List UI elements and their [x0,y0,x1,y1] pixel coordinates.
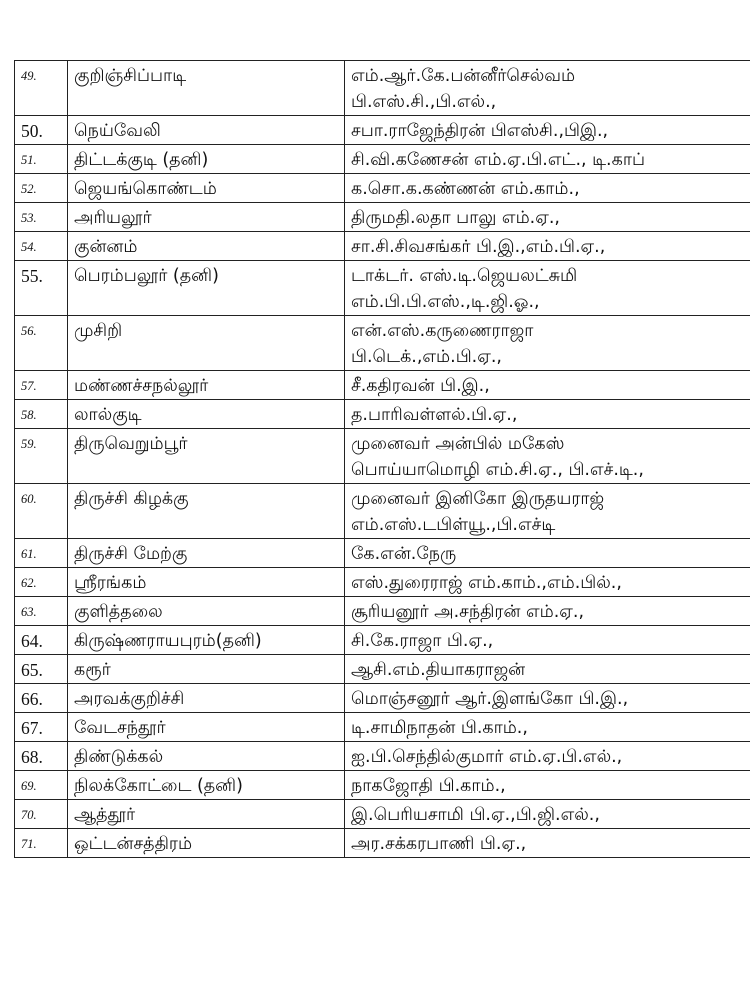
candidate-line: கே.என்.நேரு [351,544,457,564]
constituency-name: நெய்வேலி [68,116,345,145]
constituency-name: அரவக்குறிச்சி [68,684,345,713]
candidate-line: சூரியனூர் அ.சந்திரன் எம்.ஏ., [351,602,585,622]
constituency-name: திருவெறும்பூர் [68,429,345,484]
table-row [15,484,750,539]
constituency-name: ஆத்தூர் [68,800,345,829]
candidate-cell [345,713,750,742]
candidate-cell [345,484,750,539]
serial-number: 61. [15,539,68,568]
table-row [15,539,750,568]
candidate-line: எஸ்.துரைராஜ் எம்.காம்.,எம்.பில்., [351,573,622,593]
candidate-cell [345,539,750,568]
candidate-table-body [15,61,750,858]
candidate-cell [345,316,750,371]
candidate-line: சி.வி.கணேசன் எம்.ஏ.பி.எட்., டி.காப் [351,150,645,170]
constituency-name: குறிஞ்சிப்பாடி [68,61,345,116]
constituency-name: ஸ்ரீரங்கம் [68,568,345,597]
candidate-cell [345,626,750,655]
constituency-name: மண்ணச்சநல்லூர் [68,371,345,400]
serial-number: 50. [15,116,68,145]
serial-number: 70. [15,800,68,829]
constituency-name: குளித்தலை [68,597,345,626]
table-row [15,232,750,261]
table-row [15,400,750,429]
constituency-name: திருச்சி மேற்கு [68,539,345,568]
candidate-cell [345,203,750,232]
serial-number: 52. [15,174,68,203]
constituency-name: திண்டுக்கல் [68,742,345,771]
constituency-name: கரூர் [68,655,345,684]
table-row [15,597,750,626]
constituency-name: நிலக்கோட்டை (தனி) [68,771,345,800]
candidate-cell [345,371,750,400]
table-row [15,829,750,858]
table-row [15,174,750,203]
table-row [15,742,750,771]
serial-number: 66. [15,684,68,713]
constituency-name: ஜெயங்கொண்டம் [68,174,345,203]
candidate-line: பொய்யாமொழி எம்.சி.ஏ., பி.எச்.டி., [351,460,644,480]
candidate-cell [345,145,750,174]
candidate-table [14,60,750,858]
serial-number: 56. [15,316,68,371]
serial-number: 63. [15,597,68,626]
candidate-cell [345,116,750,145]
serial-number: 58. [15,400,68,429]
candidate-cell [345,61,750,116]
serial-number: 59. [15,429,68,484]
candidate-cell [345,597,750,626]
candidate-line: நாகஜோதி பி.காம்., [351,776,506,796]
table-row [15,145,750,174]
candidate-line: த.பாரிவள்ளல்.பி.ஏ., [351,405,518,425]
serial-number: 71. [15,829,68,858]
candidate-line: பி.எஸ்.சி.,பி.எல்., [351,92,497,112]
serial-number: 64. [15,626,68,655]
serial-number: 65. [15,655,68,684]
table-row [15,203,750,232]
serial-number: 60. [15,484,68,539]
serial-number: 67. [15,713,68,742]
table-row [15,684,750,713]
constituency-name: வேடசந்தூர் [68,713,345,742]
candidate-line: இ.பெரியசாமி பி.ஏ.,பி.ஜி.எல்., [351,805,600,825]
table-row [15,713,750,742]
candidate-cell [345,655,750,684]
candidate-cell [345,742,750,771]
candidate-line: என்.எஸ்.கருணைராஜா [351,321,534,341]
serial-number: 53. [15,203,68,232]
candidate-line: ஆசி.எம்.தியாகராஜன் [351,660,526,680]
table-row [15,800,750,829]
candidate-line: சபா.ராஜேந்திரன் பிஎஸ்சி.,பிஇ., [351,121,609,141]
table-row [15,655,750,684]
candidate-line: பி.டெக்.,எம்.பி.ஏ., [351,347,502,367]
candidate-line: சீ.கதிரவன் பி.இ., [351,376,490,396]
candidate-cell [345,829,750,858]
candidate-line: எம்.எஸ்.டபிள்யூ.,பி.எச்டி [351,515,556,535]
candidate-cell [345,232,750,261]
candidate-line: சா.சி.சிவசங்கர் பி.இ.,எம்.பி.ஏ., [351,237,606,257]
candidate-line: ஐ.பி.செந்தில்குமார் எம்.ஏ.பி.எல்., [351,747,623,767]
candidate-cell [345,261,750,316]
table-row [15,116,750,145]
serial-number: 57. [15,371,68,400]
candidate-cell [345,568,750,597]
table-row [15,261,750,316]
candidate-line: அர.சக்கரபாணி பி.ஏ., [351,834,527,854]
candidate-cell [345,429,750,484]
serial-number: 62. [15,568,68,597]
constituency-name: கிருஷ்ணராயபுரம்(தனி) [68,626,345,655]
constituency-name: முசிறி [68,316,345,371]
candidate-line: முனைவர் அன்பில் மகேஸ் [351,434,565,454]
serial-number: 69. [15,771,68,800]
candidate-line: க.சொ.க.கண்ணன் எம்.காம்., [351,179,580,199]
constituency-name: திருச்சி கிழக்கு [68,484,345,539]
table-row [15,429,750,484]
candidate-cell [345,174,750,203]
candidate-line: எம்.ஆர்.கே.பன்னீர்செல்வம் [351,66,576,86]
candidate-cell [345,400,750,429]
candidate-line: சி.கே.ராஜா பி.ஏ., [351,631,494,651]
serial-number: 54. [15,232,68,261]
constituency-name: அரியலூர் [68,203,345,232]
candidate-line: எம்.பி.பி.எஸ்.,டி.ஜி.ஓ., [351,292,540,312]
constituency-name: பெரம்பலூர் (தனி) [68,261,345,316]
candidate-line: டி.சாமிநாதன் பி.காம்., [351,718,528,738]
constituency-name: ஒட்டன்சத்திரம் [68,829,345,858]
serial-number: 68. [15,742,68,771]
constituency-name: திட்டக்குடி (தனி) [68,145,345,174]
candidate-line: மொஞ்சனூர் ஆர்.இளங்கோ பி.இ., [351,689,629,709]
candidate-cell [345,684,750,713]
serial-number: 51. [15,145,68,174]
table-row [15,568,750,597]
candidate-line: திருமதி.லதா பாலு எம்.ஏ., [351,208,560,228]
table-row [15,371,750,400]
candidate-cell [345,771,750,800]
table-row [15,771,750,800]
candidate-line: டாக்டர். எஸ்.டி.ஜெயலட்சுமி [351,266,578,286]
serial-number: 49. [15,61,68,116]
table-row [15,316,750,371]
candidate-line: முனைவர் இனிகோ இருதயராஜ் [351,489,605,509]
table-row [15,61,750,116]
table-row [15,626,750,655]
serial-number: 55. [15,261,68,316]
constituency-name: லால்குடி [68,400,345,429]
constituency-name: குன்னம் [68,232,345,261]
candidate-cell [345,800,750,829]
